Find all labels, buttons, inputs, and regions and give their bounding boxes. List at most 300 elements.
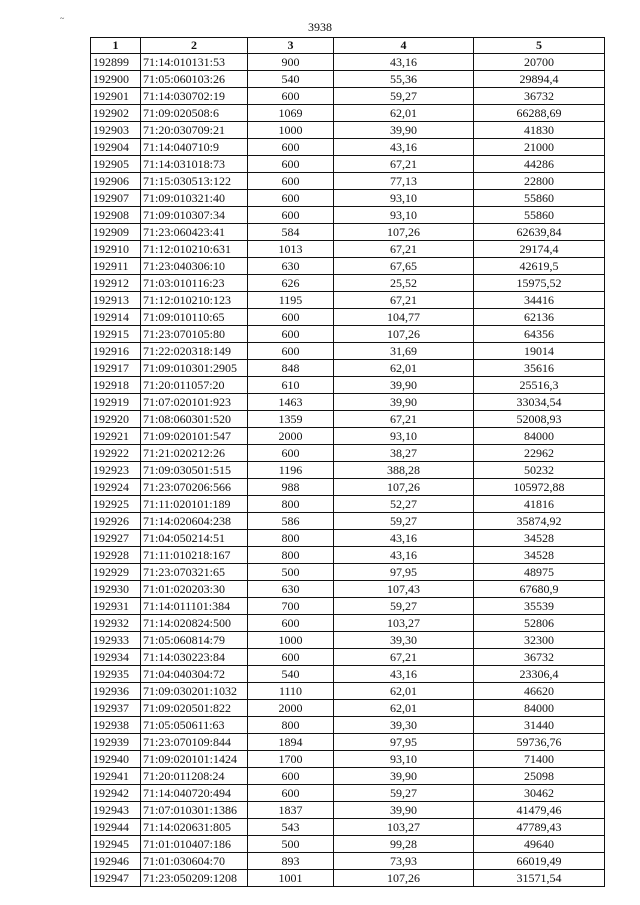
- rate-cell: 39,90: [334, 377, 474, 394]
- cadastral-number-cell: 71:01:010407:186: [141, 836, 248, 853]
- row-id-cell: 192914: [91, 309, 141, 326]
- rate-cell: 62,01: [334, 105, 474, 122]
- table-row: [91, 139, 605, 156]
- row-id-cell: 192922: [91, 445, 141, 462]
- row-id-cell: 192942: [91, 785, 141, 802]
- value-cell: 59736,76: [474, 734, 605, 751]
- row-id-cell: 192921: [91, 428, 141, 445]
- area-cell: 600: [248, 156, 334, 173]
- area-cell: 1700: [248, 751, 334, 768]
- rate-cell: 107,26: [334, 224, 474, 241]
- table-row: [91, 700, 605, 717]
- value-cell: 19014: [474, 343, 605, 360]
- cadastral-number-cell: 71:07:010301:1386: [141, 802, 248, 819]
- row-id-cell: 192911: [91, 258, 141, 275]
- table-row: [91, 734, 605, 751]
- area-cell: 626: [248, 275, 334, 292]
- row-id-cell: 192944: [91, 819, 141, 836]
- cadastral-number-cell: 71:05:060103:26: [141, 71, 248, 88]
- row-id-cell: 192910: [91, 241, 141, 258]
- value-cell: 84000: [474, 700, 605, 717]
- value-cell: 25516,3: [474, 377, 605, 394]
- row-id-cell: 192923: [91, 462, 141, 479]
- value-cell: 62639,84: [474, 224, 605, 241]
- cadastral-number-cell: 71:09:020508:6: [141, 105, 248, 122]
- table-row: [91, 836, 605, 853]
- rate-cell: 43,16: [334, 547, 474, 564]
- row-id-cell: 192912: [91, 275, 141, 292]
- value-cell: 34528: [474, 547, 605, 564]
- cadastral-number-cell: 71:23:070105:80: [141, 326, 248, 343]
- value-cell: 35616: [474, 360, 605, 377]
- area-cell: 600: [248, 445, 334, 462]
- area-cell: 630: [248, 258, 334, 275]
- cadastral-number-cell: 71:01:020203:30: [141, 581, 248, 598]
- row-id-cell: 192924: [91, 479, 141, 496]
- rate-cell: 99,28: [334, 836, 474, 853]
- value-cell: 105972,88: [474, 479, 605, 496]
- value-cell: 21000: [474, 139, 605, 156]
- area-cell: 600: [248, 309, 334, 326]
- cadastral-number-cell: 71:01:030604:70: [141, 853, 248, 870]
- area-cell: 900: [248, 54, 334, 71]
- rate-cell: 39,90: [334, 122, 474, 139]
- rate-cell: 73,93: [334, 853, 474, 870]
- table-row: [91, 343, 605, 360]
- table-row: [91, 292, 605, 309]
- row-id-cell: 192938: [91, 717, 141, 734]
- row-id-cell: 192903: [91, 122, 141, 139]
- area-cell: 600: [248, 768, 334, 785]
- rate-cell: 43,16: [334, 530, 474, 547]
- value-cell: 34416: [474, 292, 605, 309]
- table-row: [91, 394, 605, 411]
- rate-cell: 25,52: [334, 275, 474, 292]
- cadastral-number-cell: 71:09:020101:1424: [141, 751, 248, 768]
- table-row: [91, 479, 605, 496]
- table-row: [91, 190, 605, 207]
- rate-cell: 39,90: [334, 394, 474, 411]
- table-row: [91, 496, 605, 513]
- cadastral-number-cell: 71:09:010307:34: [141, 207, 248, 224]
- value-cell: 67680,9: [474, 581, 605, 598]
- row-id-cell: 192907: [91, 190, 141, 207]
- cadastral-number-cell: 71:05:050611:63: [141, 717, 248, 734]
- row-id-cell: 192905: [91, 156, 141, 173]
- area-cell: 600: [248, 173, 334, 190]
- row-id-cell: 192932: [91, 615, 141, 632]
- rate-cell: 93,10: [334, 190, 474, 207]
- value-cell: 64356: [474, 326, 605, 343]
- value-cell: 71400: [474, 751, 605, 768]
- rate-cell: 39,30: [334, 632, 474, 649]
- rate-cell: 67,21: [334, 241, 474, 258]
- area-cell: 500: [248, 836, 334, 853]
- value-cell: 32300: [474, 632, 605, 649]
- area-cell: 630: [248, 581, 334, 598]
- table-body: [91, 54, 605, 887]
- cadastral-number-cell: 71:20:030709:21: [141, 122, 248, 139]
- value-cell: 41479,46: [474, 802, 605, 819]
- value-cell: 22962: [474, 445, 605, 462]
- table-row: [91, 581, 605, 598]
- area-cell: 1069: [248, 105, 334, 122]
- cadastral-number-cell: 71:04:050214:51: [141, 530, 248, 547]
- cadastral-number-cell: 71:14:011101:384: [141, 598, 248, 615]
- table-header: [91, 38, 605, 54]
- area-cell: 2000: [248, 700, 334, 717]
- cadastral-number-cell: 71:23:070109:844: [141, 734, 248, 751]
- area-cell: 800: [248, 547, 334, 564]
- cadastral-number-cell: 71:04:040304:72: [141, 666, 248, 683]
- rate-cell: 107,43: [334, 581, 474, 598]
- column-header-1: 1: [91, 38, 141, 54]
- table-row: [91, 258, 605, 275]
- cadastral-number-cell: 71:14:040720:494: [141, 785, 248, 802]
- row-id-cell: 192919: [91, 394, 141, 411]
- scan-mark: ~: [60, 14, 65, 23]
- row-id-cell: 192940: [91, 751, 141, 768]
- area-cell: 1110: [248, 683, 334, 700]
- cadastral-number-cell: 71:09:020501:822: [141, 700, 248, 717]
- value-cell: 36732: [474, 88, 605, 105]
- cadastral-number-cell: 71:14:030702:19: [141, 88, 248, 105]
- rate-cell: 103,27: [334, 819, 474, 836]
- rate-cell: 67,21: [334, 292, 474, 309]
- area-cell: 1000: [248, 122, 334, 139]
- row-id-cell: 192941: [91, 768, 141, 785]
- cadastral-number-cell: 71:22:020318:149: [141, 343, 248, 360]
- value-cell: 41830: [474, 122, 605, 139]
- cadastral-number-cell: 71:09:010301:2905: [141, 360, 248, 377]
- cadastral-number-cell: 71:23:040306:10: [141, 258, 248, 275]
- value-cell: 20700: [474, 54, 605, 71]
- rate-cell: 388,28: [334, 462, 474, 479]
- row-id-cell: 192929: [91, 564, 141, 581]
- row-id-cell: 192935: [91, 666, 141, 683]
- value-cell: 44286: [474, 156, 605, 173]
- value-cell: 48975: [474, 564, 605, 581]
- cadastral-number-cell: 71:05:060814:79: [141, 632, 248, 649]
- area-cell: 988: [248, 479, 334, 496]
- value-cell: 52008,93: [474, 411, 605, 428]
- rate-cell: 97,95: [334, 734, 474, 751]
- table-row: [91, 122, 605, 139]
- cadastral-number-cell: 71:09:010321:40: [141, 190, 248, 207]
- row-id-cell: 192928: [91, 547, 141, 564]
- area-cell: 1000: [248, 632, 334, 649]
- cadastral-number-cell: 71:21:020212:26: [141, 445, 248, 462]
- area-cell: 600: [248, 88, 334, 105]
- cadastral-number-cell: 71:03:010116:23: [141, 275, 248, 292]
- row-id-cell: 192904: [91, 139, 141, 156]
- rate-cell: 67,65: [334, 258, 474, 275]
- table-row: [91, 683, 605, 700]
- value-cell: 31571,54: [474, 870, 605, 887]
- row-id-cell: 192933: [91, 632, 141, 649]
- table-row: [91, 666, 605, 683]
- rate-cell: 59,27: [334, 513, 474, 530]
- row-id-cell: 192920: [91, 411, 141, 428]
- rate-cell: 55,36: [334, 71, 474, 88]
- value-cell: 50232: [474, 462, 605, 479]
- area-cell: 540: [248, 666, 334, 683]
- cadastral-number-cell: 71:09:010110:65: [141, 309, 248, 326]
- rate-cell: 93,10: [334, 751, 474, 768]
- table-row: [91, 598, 605, 615]
- row-id-cell: 192936: [91, 683, 141, 700]
- table-row: [91, 275, 605, 292]
- value-cell: 15975,52: [474, 275, 605, 292]
- table-row: [91, 105, 605, 122]
- table-row: [91, 853, 605, 870]
- rate-cell: 39,90: [334, 802, 474, 819]
- row-id-cell: 192930: [91, 581, 141, 598]
- area-cell: 1013: [248, 241, 334, 258]
- rate-cell: 59,27: [334, 598, 474, 615]
- area-cell: 800: [248, 530, 334, 547]
- row-id-cell: 192927: [91, 530, 141, 547]
- rate-cell: 77,13: [334, 173, 474, 190]
- cadastral-number-cell: 71:08:060301:520: [141, 411, 248, 428]
- area-cell: 600: [248, 190, 334, 207]
- table-row: [91, 71, 605, 88]
- area-cell: 500: [248, 564, 334, 581]
- table-row: [91, 445, 605, 462]
- table-row: [91, 411, 605, 428]
- cadastral-number-cell: 71:14:020604:238: [141, 513, 248, 530]
- table-row: [91, 377, 605, 394]
- row-id-cell: 192945: [91, 836, 141, 853]
- area-cell: 893: [248, 853, 334, 870]
- rate-cell: 31,69: [334, 343, 474, 360]
- cadastral-number-cell: 71:09:030201:1032: [141, 683, 248, 700]
- value-cell: 35874,92: [474, 513, 605, 530]
- rate-cell: 67,21: [334, 649, 474, 666]
- rate-cell: 107,26: [334, 870, 474, 887]
- area-cell: 1894: [248, 734, 334, 751]
- area-cell: 543: [248, 819, 334, 836]
- rate-cell: 59,27: [334, 88, 474, 105]
- row-id-cell: 192947: [91, 870, 141, 887]
- rate-cell: 39,30: [334, 717, 474, 734]
- table-row: [91, 615, 605, 632]
- rate-cell: 93,10: [334, 428, 474, 445]
- rate-cell: 107,26: [334, 479, 474, 496]
- value-cell: 22800: [474, 173, 605, 190]
- area-cell: 1196: [248, 462, 334, 479]
- area-cell: 600: [248, 207, 334, 224]
- table-row: [91, 88, 605, 105]
- row-id-cell: 192925: [91, 496, 141, 513]
- value-cell: 52806: [474, 615, 605, 632]
- area-cell: 540: [248, 71, 334, 88]
- value-cell: 66288,69: [474, 105, 605, 122]
- value-cell: 29174,4: [474, 241, 605, 258]
- area-cell: 584: [248, 224, 334, 241]
- table-row: [91, 156, 605, 173]
- rate-cell: 67,21: [334, 156, 474, 173]
- column-header-3: 3: [248, 38, 334, 54]
- rate-cell: 62,01: [334, 683, 474, 700]
- cadastral-number-cell: 71:14:031018:73: [141, 156, 248, 173]
- value-cell: 29894,4: [474, 71, 605, 88]
- value-cell: 34528: [474, 530, 605, 547]
- rate-cell: 104,77: [334, 309, 474, 326]
- area-cell: 600: [248, 785, 334, 802]
- value-cell: 31440: [474, 717, 605, 734]
- cadastral-number-cell: 71:12:010210:631: [141, 241, 248, 258]
- row-id-cell: 192901: [91, 88, 141, 105]
- table-row: [91, 462, 605, 479]
- row-id-cell: 192900: [91, 71, 141, 88]
- table-row: [91, 768, 605, 785]
- cadastral-number-cell: 71:14:040710:9: [141, 139, 248, 156]
- cadastral-number-cell: 71:14:020631:805: [141, 819, 248, 836]
- value-cell: 46620: [474, 683, 605, 700]
- row-id-cell: 192937: [91, 700, 141, 717]
- table-row: [91, 326, 605, 343]
- area-cell: 1195: [248, 292, 334, 309]
- cadastral-number-cell: 71:14:020824:500: [141, 615, 248, 632]
- rate-cell: 39,90: [334, 768, 474, 785]
- cadastral-number-cell: 71:07:020101:923: [141, 394, 248, 411]
- value-cell: 62136: [474, 309, 605, 326]
- value-cell: 42619,5: [474, 258, 605, 275]
- table-row: [91, 802, 605, 819]
- column-header-4: 4: [334, 38, 474, 54]
- row-id-cell: 192943: [91, 802, 141, 819]
- cadastral-number-cell: 71:23:070206:566: [141, 479, 248, 496]
- area-cell: 600: [248, 139, 334, 156]
- cadastral-number-cell: 71:23:070321:65: [141, 564, 248, 581]
- table-row: [91, 224, 605, 241]
- table-row: [91, 819, 605, 836]
- value-cell: 66019,49: [474, 853, 605, 870]
- value-cell: 55860: [474, 190, 605, 207]
- row-id-cell: 192915: [91, 326, 141, 343]
- table-row: [91, 428, 605, 445]
- row-id-cell: 192906: [91, 173, 141, 190]
- area-cell: 1837: [248, 802, 334, 819]
- rate-cell: 38,27: [334, 445, 474, 462]
- row-id-cell: 192899: [91, 54, 141, 71]
- table-row: [91, 870, 605, 887]
- table-row: [91, 309, 605, 326]
- row-id-cell: 192934: [91, 649, 141, 666]
- row-id-cell: 192913: [91, 292, 141, 309]
- rate-cell: 67,21: [334, 411, 474, 428]
- cadastral-number-cell: 71:15:030513:122: [141, 173, 248, 190]
- row-id-cell: 192908: [91, 207, 141, 224]
- rate-cell: 103,27: [334, 615, 474, 632]
- area-cell: 586: [248, 513, 334, 530]
- row-id-cell: 192918: [91, 377, 141, 394]
- cadastral-number-cell: 71:14:010131:53: [141, 54, 248, 71]
- row-id-cell: 192909: [91, 224, 141, 241]
- value-cell: 25098: [474, 768, 605, 785]
- area-cell: 1463: [248, 394, 334, 411]
- table-row: [91, 717, 605, 734]
- value-cell: 33034,54: [474, 394, 605, 411]
- table-row: [91, 632, 605, 649]
- column-header-2: 2: [141, 38, 248, 54]
- page-number: 3938: [308, 20, 332, 34]
- area-cell: 848: [248, 360, 334, 377]
- area-cell: 800: [248, 496, 334, 513]
- area-cell: 600: [248, 615, 334, 632]
- rate-cell: 62,01: [334, 360, 474, 377]
- row-id-cell: 192946: [91, 853, 141, 870]
- cadastral-number-cell: 71:12:010210:123: [141, 292, 248, 309]
- area-cell: 1001: [248, 870, 334, 887]
- rate-cell: 43,16: [334, 139, 474, 156]
- header-row: [91, 38, 605, 54]
- table-row: [91, 530, 605, 547]
- table-row: [91, 513, 605, 530]
- cadastral-number-cell: 71:20:011057:20: [141, 377, 248, 394]
- value-cell: 41816: [474, 496, 605, 513]
- value-cell: 36732: [474, 649, 605, 666]
- area-cell: 700: [248, 598, 334, 615]
- area-cell: 1359: [248, 411, 334, 428]
- value-cell: 49640: [474, 836, 605, 853]
- cadastral-number-cell: 71:23:050209:1208: [141, 870, 248, 887]
- table-row: [91, 751, 605, 768]
- rate-cell: 97,95: [334, 564, 474, 581]
- rate-cell: 93,10: [334, 207, 474, 224]
- cadastral-number-cell: 71:14:030223:84: [141, 649, 248, 666]
- area-cell: 800: [248, 717, 334, 734]
- table-row: [91, 207, 605, 224]
- row-id-cell: 192902: [91, 105, 141, 122]
- area-cell: 610: [248, 377, 334, 394]
- cadastral-number-cell: 71:23:060423:41: [141, 224, 248, 241]
- table-row: [91, 785, 605, 802]
- table-row: [91, 241, 605, 258]
- row-id-cell: 192931: [91, 598, 141, 615]
- row-id-cell: 192916: [91, 343, 141, 360]
- cadastral-number-cell: 71:09:030501:515: [141, 462, 248, 479]
- table-row: [91, 547, 605, 564]
- column-header-5: 5: [474, 38, 605, 54]
- cadastral-number-cell: 71:20:011208:24: [141, 768, 248, 785]
- rate-cell: 43,16: [334, 54, 474, 71]
- cadastral-number-cell: 71:09:020101:547: [141, 428, 248, 445]
- rate-cell: 52,27: [334, 496, 474, 513]
- row-id-cell: 192939: [91, 734, 141, 751]
- rate-cell: 62,01: [334, 700, 474, 717]
- registry-table: [90, 37, 605, 887]
- value-cell: 84000: [474, 428, 605, 445]
- table-row: [91, 54, 605, 71]
- cadastral-number-cell: 71:11:020101:189: [141, 496, 248, 513]
- cadastral-number-cell: 71:11:010218:167: [141, 547, 248, 564]
- value-cell: 23306,4: [474, 666, 605, 683]
- table-row: [91, 173, 605, 190]
- value-cell: 47789,43: [474, 819, 605, 836]
- area-cell: 600: [248, 649, 334, 666]
- area-cell: 2000: [248, 428, 334, 445]
- table-row: [91, 564, 605, 581]
- row-id-cell: 192926: [91, 513, 141, 530]
- table-row: [91, 360, 605, 377]
- value-cell: 55860: [474, 207, 605, 224]
- rate-cell: 43,16: [334, 666, 474, 683]
- area-cell: 600: [248, 326, 334, 343]
- row-id-cell: 192917: [91, 360, 141, 377]
- value-cell: 30462: [474, 785, 605, 802]
